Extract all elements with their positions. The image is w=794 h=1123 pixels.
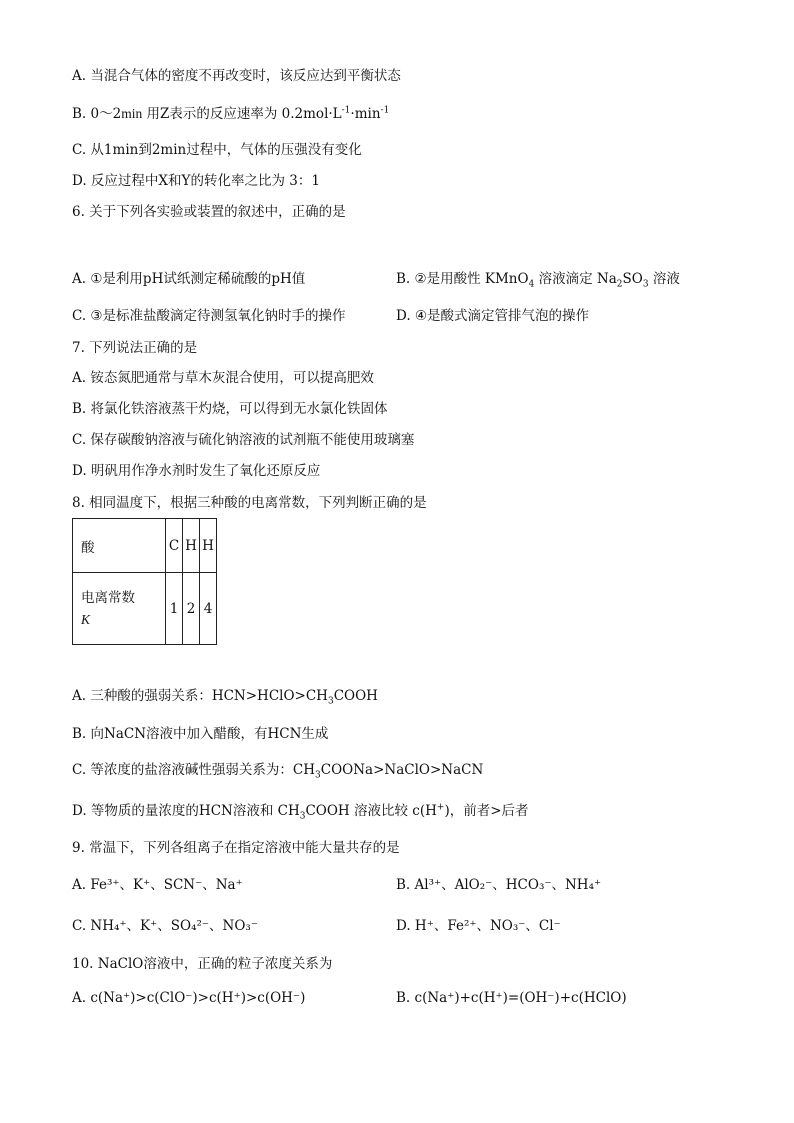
q7-option-a: A. 铵态氮肥通常与草木灰混合使用，可以提高肥效 — [72, 370, 374, 386]
table-constant-row — [73, 573, 217, 645]
q5-b-sup2: -1 — [380, 105, 390, 116]
q9-option-b: B. Al³⁺、AlO₂⁻、HCO₃⁻、NH₄⁺ — [396, 877, 602, 893]
q7-option-b: B. 将氯化铁溶液蒸干灼烧，可以得到无水氯化铁固体 — [72, 401, 388, 417]
q8-a-post: COOH — [333, 688, 378, 704]
q6-b-post: 溶液 — [648, 271, 680, 287]
q6-b-sub2: 2 — [616, 279, 623, 290]
q9-option-a: A. Fe³⁺、K⁺、SCN⁻、Na⁺ — [72, 877, 243, 893]
q10-option-b: B. c(Na⁺)+c(H⁺)=(OH⁻)+c(HClO) — [396, 990, 627, 1006]
q8-option-c — [72, 760, 483, 780]
q5-b-mid: 用Z表示的反应速率为 0.2mol·L — [142, 106, 342, 122]
q9-option-d: D. H⁺、Fe²⁺、NO₃⁻、Cl⁻ — [396, 918, 561, 934]
q6-b-pre: B. ②是用酸性 KMnO — [396, 271, 529, 287]
q6-option-c: C. ③是标准盐酸滴定待测氢氧化钠时手的操作 — [72, 308, 346, 324]
q6-b-mid: 溶液滴定 Na — [534, 271, 617, 287]
q8-d-sub1: 3 — [299, 811, 306, 822]
table-header-acid: 酸 — [73, 519, 166, 573]
q5-option-b — [72, 104, 389, 124]
table-value-2: 2 — [183, 573, 200, 645]
q6-option-d: D. ④是酸式滴定管排气泡的操作 — [396, 308, 590, 324]
q9-option-c: C. NH₄⁺、K⁺、SO₄²⁻、NO₃⁻ — [72, 918, 258, 934]
q5-b-sup1: -1 — [341, 105, 351, 116]
table-row-label — [73, 573, 166, 645]
table-header-col2: H — [183, 519, 200, 573]
row-label-k: K — [81, 611, 91, 627]
q8-d-mid: COOH 溶液比较 c(H — [305, 803, 437, 819]
q8-d-post: )，前者>后者 — [444, 803, 529, 819]
q6-b-mid2: SO — [622, 271, 643, 287]
q6-option-b — [396, 269, 680, 289]
q8-option-a — [72, 686, 378, 706]
q8-a-sub1: 3 — [327, 696, 334, 707]
q8-stem: 8. 相同温度下，根据三种酸的电离常数，下列判断正确的是 — [72, 495, 427, 511]
q6-stem: 6. 关于下列各实验或装置的叙述中，正确的是 — [72, 204, 346, 220]
q6-b-sub1: 4 — [528, 279, 535, 290]
q5-option-a: A. 当混合气体的密度不再改变时，该反应达到平衡状态 — [72, 68, 401, 84]
q7-stem: 7. 下列说法正确的是 — [72, 340, 198, 356]
q5-b-min: min — [121, 106, 143, 121]
q8-option-d — [72, 801, 529, 821]
q7-option-c: C. 保存碳酸钠溶液与硫化钠溶液的试剂瓶不能使用玻璃塞 — [72, 432, 415, 448]
q8-c-post: COONa>NaClO>NaCN — [320, 762, 484, 778]
row-label-text: 电离常数 — [81, 589, 135, 606]
q10-option-a: A. c(Na⁺)>c(ClO⁻)>c(H⁺)>c(OH⁻) — [72, 990, 306, 1006]
q8-option-b: B. 向NaCN溶液中加入醋酸，有HCN生成 — [72, 726, 329, 742]
q5-option-d: D. 反应过程中X和Y的转化率之比为 3：1 — [72, 173, 320, 189]
q6-b-sub3: 3 — [642, 279, 649, 290]
q8-d-pre: D. 等物质的量浓度的HCN溶液和 CH — [72, 803, 300, 819]
q5-b-prefix: B. 0～2 — [72, 106, 122, 122]
q10-stem: 10. NaClO溶液中，正确的粒子浓度关系为 — [72, 956, 333, 972]
table-value-1: 1 — [166, 573, 183, 645]
table-header-col3: H — [200, 519, 217, 573]
q9-stem: 9. 常温下，下列各组离子在指定溶液中能大量共存的是 — [72, 840, 400, 856]
q8-a-pre: A. 三种酸的强弱关系：HCN>HClO>CH — [72, 688, 328, 704]
q7-option-d: D. 明矾用作净水剂时发生了氧化还原反应 — [72, 463, 321, 479]
q8-c-pre: C. 等浓度的盐溶液碱性强弱关系为：CH — [72, 762, 316, 778]
table-value-3: 4 — [200, 573, 217, 645]
q5-option-c: C. 从1min到2min过程中，气体的压强没有变化 — [72, 142, 362, 158]
table-header-col1: C — [166, 519, 183, 573]
q5-b-mid2: ·min — [350, 106, 381, 122]
acid-constant-table — [72, 518, 217, 645]
q6-option-a: A. ①是利用pH试纸测定稀硫酸的pH值 — [72, 271, 306, 287]
q8-c-sub1: 3 — [315, 770, 321, 781]
table-header-row — [73, 519, 217, 573]
q8-d-sup1: + — [436, 802, 445, 813]
